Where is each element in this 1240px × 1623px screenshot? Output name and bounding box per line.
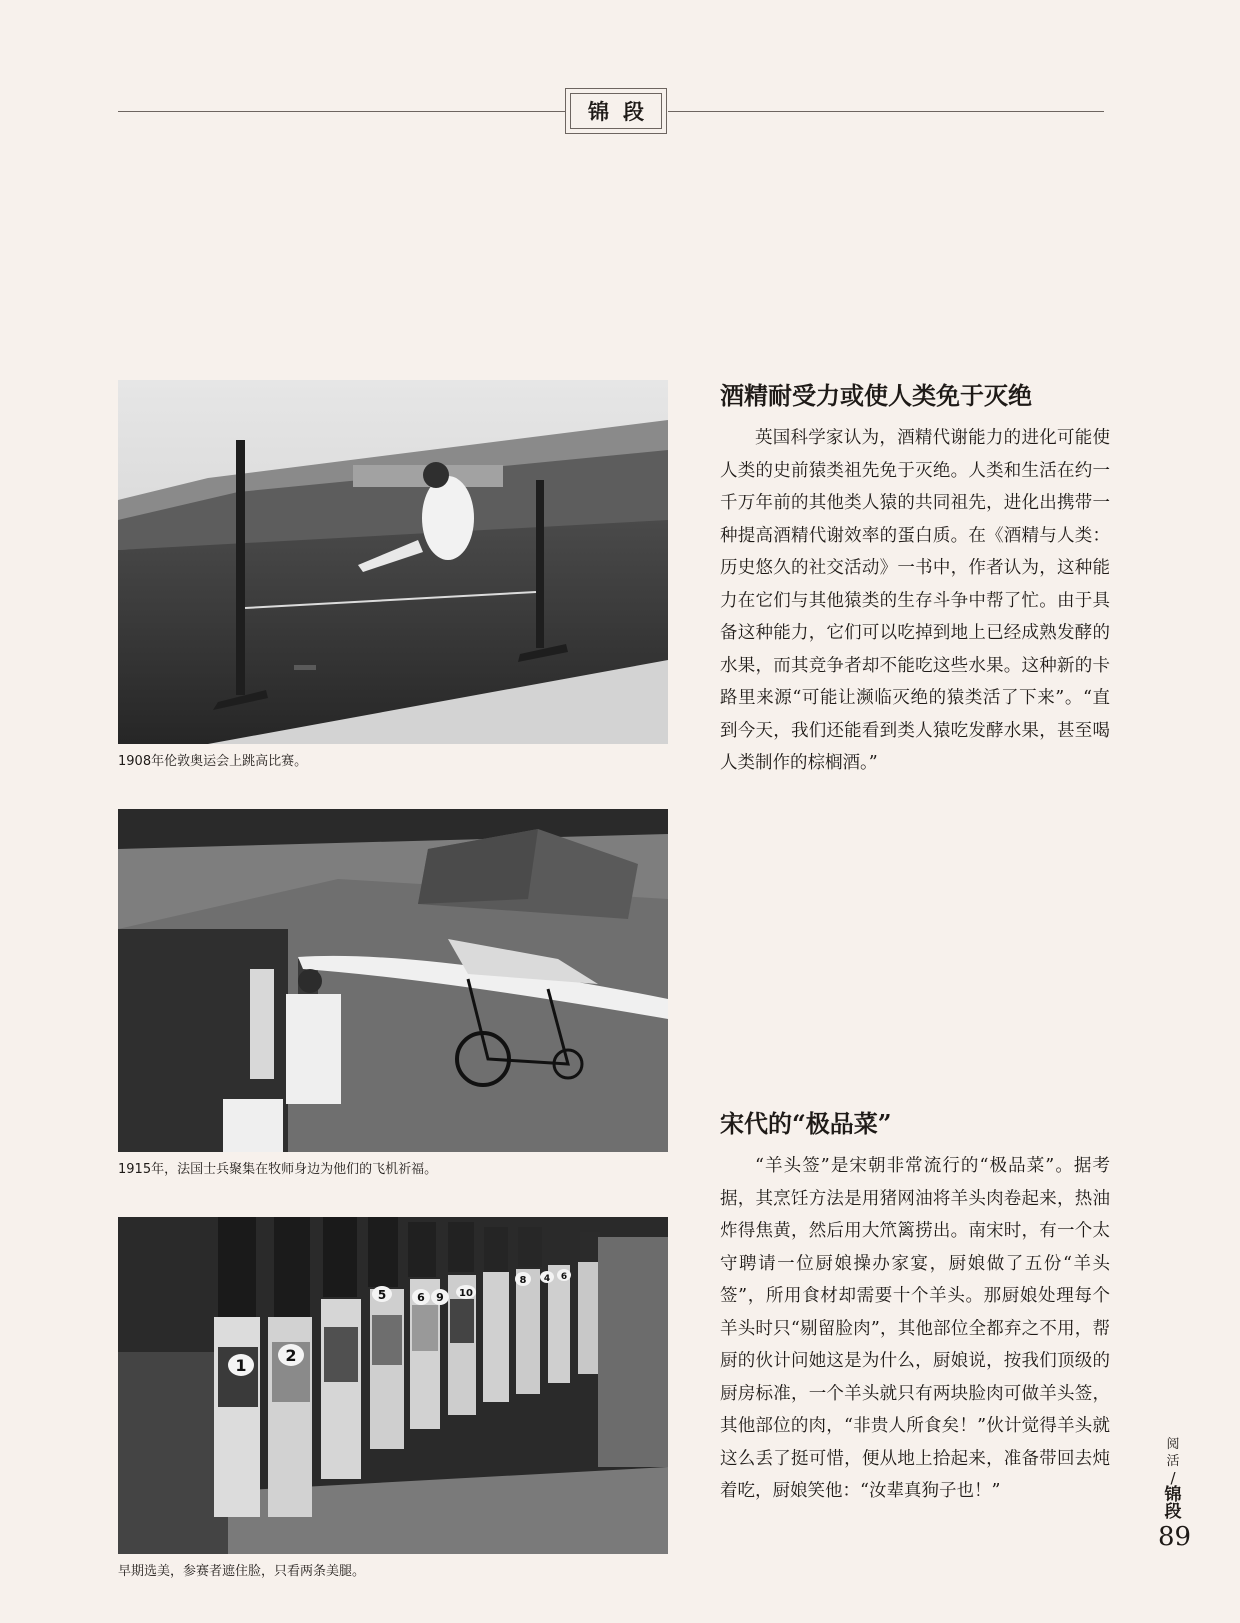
- article-body: “羊头签”是宋朝非常流行的“极品菜”。据考据，其烹饪方法是用猪网油将羊头肉卷起来，热油炸得焦黄，然后用大笊篱捞出。南宋时，有一个太守聘请一位厨娘操办家宴，厨娘做了五份“羊头签”，所用食材却需要十个羊头。那厨娘处理每个羊头时只“剔留脸肉”，其他部位全都弃之不用，帮厨的伙计问她这是为什么，厨娘说，按我们顶级的厨房标准，一个羊头就只有两块脸肉可做羊头签，其他部位的肉，“非贵人所食矣！”伙计觉得羊头就这么丢了挺可惜，便从地上拾起来，准备带回去炖着吃，厨娘笑他：“汝辈真狗子也！”: [720, 1156, 1110, 1501]
- header-rule-right: [668, 111, 1104, 112]
- section-label-inner: [570, 93, 662, 129]
- contestant-number: 5: [377, 1288, 387, 1302]
- article-title: 宋代的“极品菜”: [720, 1109, 892, 1138]
- label-slash: /: [1170, 1469, 1176, 1487]
- magazine-name-char: 活: [1166, 1454, 1180, 1469]
- contestant-number: 10: [459, 1288, 473, 1299]
- contestant-number: 6: [417, 1291, 425, 1304]
- contestant-number: 8: [519, 1275, 527, 1286]
- contestant-number: 4: [543, 1274, 551, 1284]
- contestant-number: 1: [235, 1356, 247, 1375]
- photo-caption: 1908年伦敦奥运会上跳高比赛。: [118, 754, 308, 769]
- magazine-section-label: [1160, 1436, 1186, 1521]
- article-title: 酒精耐受力或使人类免于灭绝: [720, 381, 1032, 410]
- photo-caption: 1915年，法国士兵聚集在牧师身边为他们的飞机祈福。: [118, 1162, 438, 1177]
- contestant-number: 6: [560, 1272, 568, 1282]
- magazine-name-char: 阅: [1166, 1437, 1180, 1452]
- section-label-box: [565, 88, 667, 134]
- header-rule-left: [118, 111, 565, 112]
- section-label: 锦段: [588, 99, 658, 124]
- contestant-number: 9: [436, 1291, 444, 1304]
- contestant-number: 2: [285, 1346, 297, 1365]
- photo-beauty-contest: [118, 1217, 668, 1554]
- photo-caption: 早期选美，参赛者遮住脸，只看两条美腿。: [118, 1564, 366, 1579]
- photo-plane-blessing: [118, 809, 668, 1152]
- section-name-char: 段: [1164, 1502, 1182, 1522]
- page-number: 89: [1158, 1522, 1192, 1552]
- article-body: 英国科学家认为，酒精代谢能力的进化可能使人类的史前猿类祖先免于灭绝。人类和生活在约一千万年前的其他类人猿的共同祖先，进化出携带一种提高酒精代谢效率的蛋白质。在《酒精与人类：历史悠久的社交活动》一书中，作者认为，这种能力在它们与其他猿类的生存斗争中帮了忙。由于具备这种能力，它们可以吃掉到地上已经成熟发酵的水果，而其竞争者却不能吃这些水果。这种新的卡路里来源“可能让濒临灭绝的猿类活了下来”。“直到今天，我们还能看到类人猿吃发酵水果，甚至喝人类制作的棕榈酒。”: [720, 428, 1110, 773]
- section-name-char: 锦: [1164, 1485, 1182, 1505]
- photo-high-jump: [118, 380, 668, 744]
